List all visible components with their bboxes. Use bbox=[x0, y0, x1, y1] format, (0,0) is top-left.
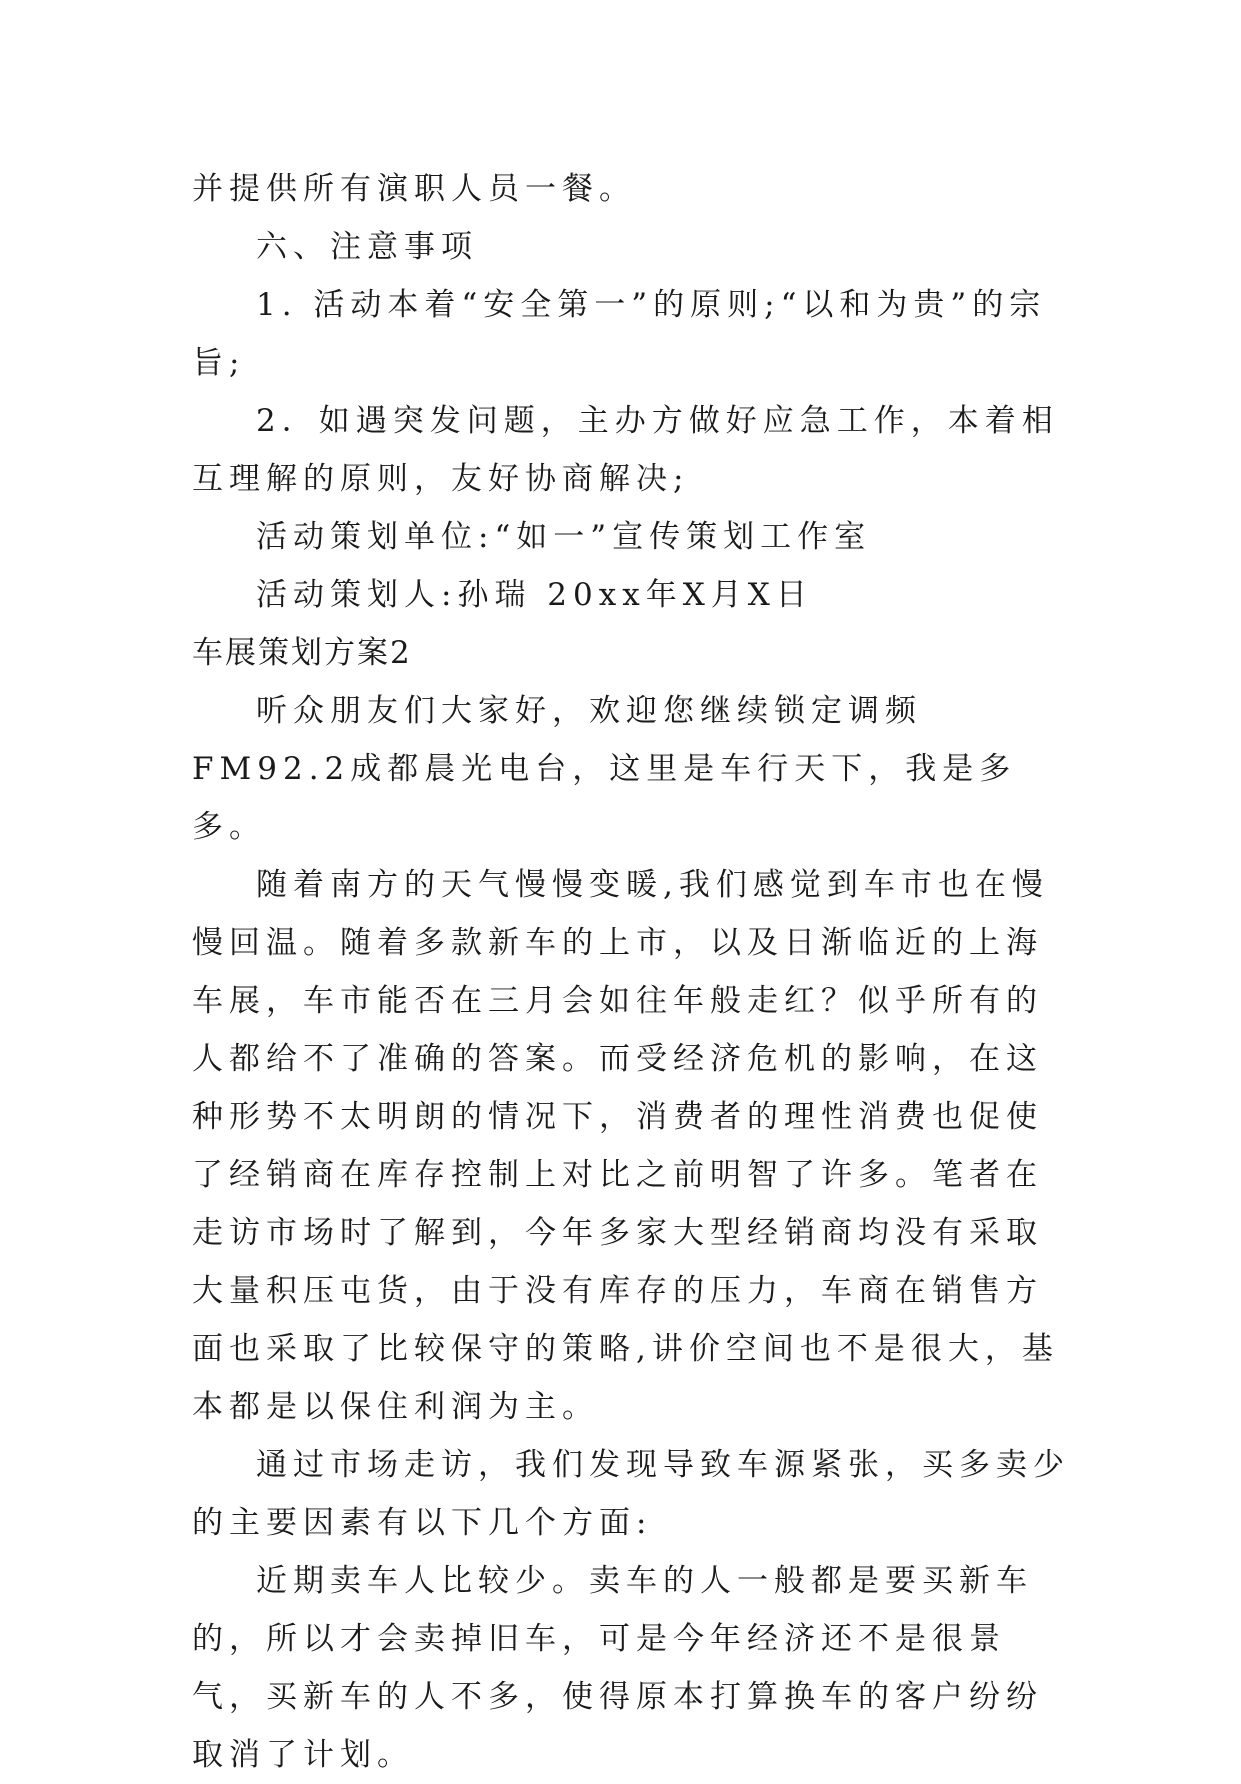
planner-signature: 活动策划人:孙瑞 20xx年X月X日 bbox=[256, 577, 813, 613]
paragraph-meal: 并提供所有演职人员一餐。 bbox=[192, 171, 636, 207]
section-title: 车展策划方案2 bbox=[192, 635, 412, 671]
document-body bbox=[192, 160, 1072, 1784]
note-item-2: 2．如遇突发问题，主办方做好应急工作，本着相互理解的原则，友好协商解决; bbox=[192, 403, 1059, 497]
paragraph-market: 随着南方的天气慢慢变暖,我们感觉到车市也在慢慢回温。随着多款新车的上市，以及日渐临近的上海车展，车市能否在三月会如往年般走红？似乎所有的人都给不了准确的答案。而受经济危机的影响，在这种形势不太明朗的情况下，消费者的理性消费也促使了经销商在库存控制上对比之前明智了许多。笔者在走访市场时了解到，今年多家大型经销商均没有采取大量积压屯货，由于没有库存的压力，车商在销售方面也采取了比较保守的策略,讲价空间也不是很大，基本都是以保住利润为主。 bbox=[192, 867, 1059, 1425]
heading-notes: 六、注意事项 bbox=[256, 229, 478, 265]
paragraph-factors: 通过市场走访，我们发现导致车源紧张，买多卖少的主要因素有以下几个方面: bbox=[192, 1447, 1070, 1541]
note-item-1: 1. 活动本着“安全第一”的原则;“以和为贵”的宗旨; bbox=[192, 287, 1047, 381]
paragraph-sellers: 近期卖车人比较少。卖车的人一般都是要买新车的，所以才会卖掉旧车，可是今年经济还不是很景气，买新车的人不多，使得原本打算换车的客户纷纷取消了计划。 bbox=[192, 1563, 1043, 1773]
planning-unit: 活动策划单位:“如一”宣传策划工作室 bbox=[256, 519, 872, 555]
paragraph-greeting: 听众朋友们大家好，欢迎您继续锁定调频FM92.2成都晨光电台，这里是车行天下，我是多多。 bbox=[192, 693, 1017, 845]
